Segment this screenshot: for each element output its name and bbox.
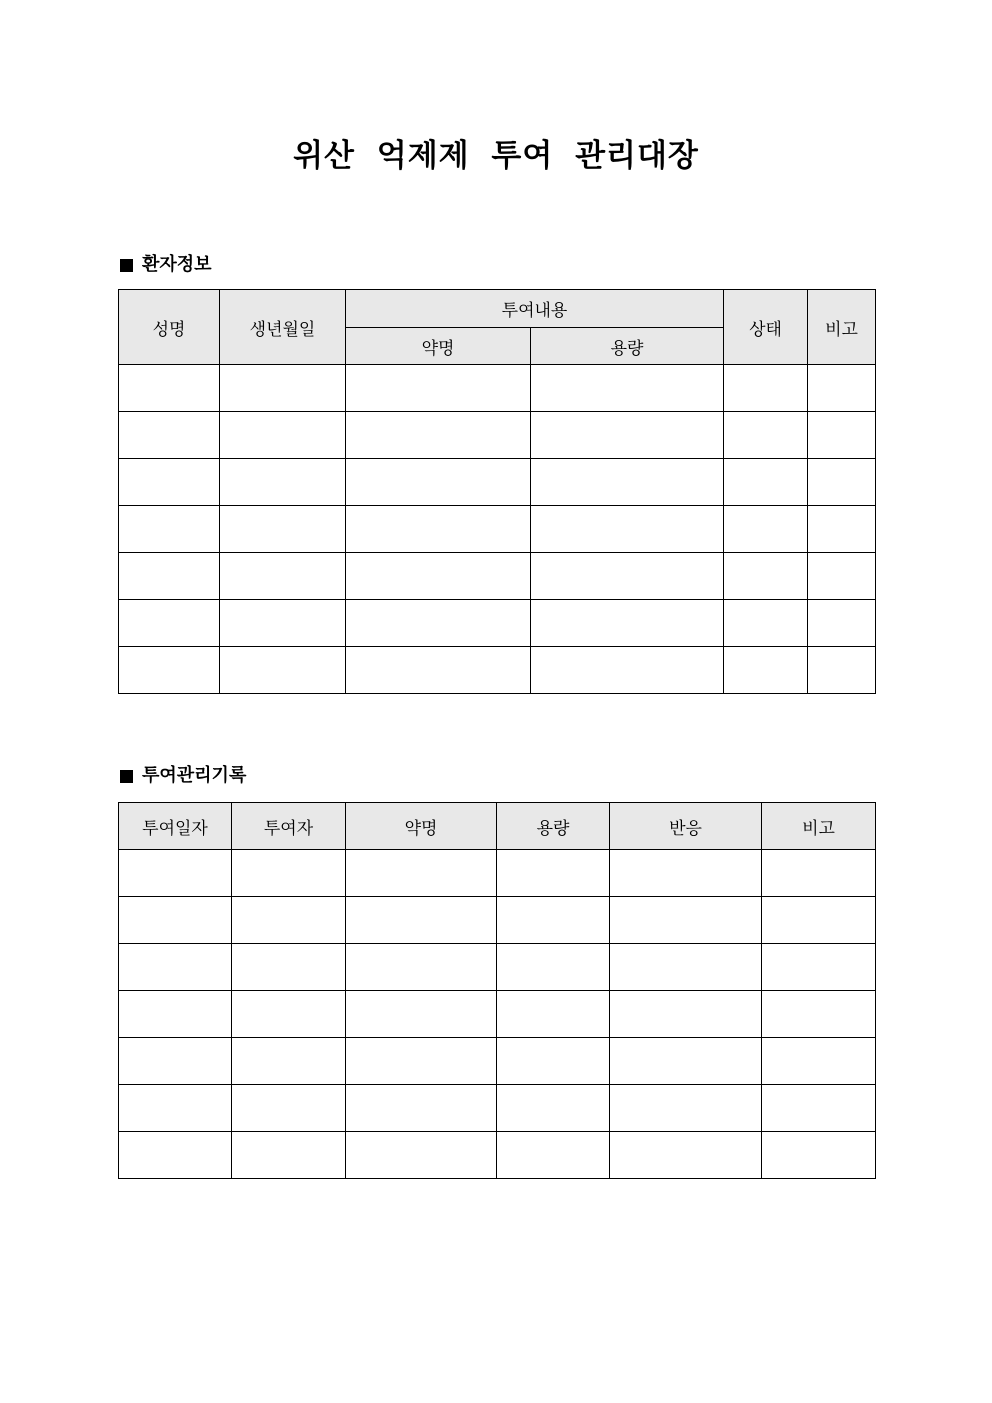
table-row (119, 1085, 876, 1132)
table-cell[interactable] (531, 365, 724, 412)
table-cell[interactable] (724, 459, 808, 506)
table-cell[interactable] (497, 991, 610, 1038)
table-cell[interactable] (119, 412, 220, 459)
header-status: 상태 (724, 290, 808, 365)
header-remarks: 비고 (808, 290, 876, 365)
square-bullet-icon (120, 259, 133, 272)
table-cell[interactable] (346, 1038, 497, 1085)
patient-section-title: 환자정보 (142, 254, 212, 275)
admin-section-heading (118, 764, 246, 788)
table-cell[interactable] (220, 553, 346, 600)
square-bullet-icon (120, 770, 133, 783)
table-cell[interactable] (232, 1038, 346, 1085)
table-cell[interactable] (232, 1132, 346, 1179)
table-cell[interactable] (119, 365, 220, 412)
table-cell[interactable] (220, 459, 346, 506)
table-cell[interactable] (531, 459, 724, 506)
table-cell[interactable] (724, 412, 808, 459)
administration-record-table (118, 802, 876, 1179)
admin-header-cell: 반응 (610, 803, 762, 850)
table-cell[interactable] (531, 647, 724, 694)
table-cell[interactable] (232, 897, 346, 944)
header-dose: 용량 (531, 328, 724, 365)
table-cell[interactable] (724, 553, 808, 600)
table-cell[interactable] (119, 553, 220, 600)
table-row (119, 553, 876, 600)
table-cell[interactable] (762, 897, 876, 944)
admin-header-cell: 비고 (762, 803, 876, 850)
table-row (119, 897, 876, 944)
table-cell[interactable] (346, 365, 531, 412)
table-cell[interactable] (808, 600, 876, 647)
table-cell[interactable] (497, 897, 610, 944)
table-row (119, 1038, 876, 1085)
table-cell[interactable] (497, 1038, 610, 1085)
table-cell[interactable] (724, 506, 808, 553)
admin-header-cell: 투여일자 (119, 803, 232, 850)
table-cell[interactable] (610, 850, 762, 897)
table-cell[interactable] (610, 944, 762, 991)
table-cell[interactable] (232, 944, 346, 991)
table-cell[interactable] (610, 991, 762, 1038)
table-cell[interactable] (119, 850, 232, 897)
table-cell[interactable] (346, 506, 531, 553)
admin-section-title: 투여관리기록 (142, 765, 247, 786)
table-cell[interactable] (610, 1132, 762, 1179)
admin-header-cell: 투여자 (232, 803, 346, 850)
admin-header-row (119, 803, 876, 850)
table-cell[interactable] (346, 1085, 497, 1132)
table-row (119, 506, 876, 553)
table-cell[interactable] (808, 553, 876, 600)
table-row (119, 944, 876, 991)
table-cell[interactable] (808, 506, 876, 553)
table-cell[interactable] (762, 1132, 876, 1179)
table-cell[interactable] (808, 412, 876, 459)
table-cell[interactable] (531, 412, 724, 459)
table-row (119, 365, 876, 412)
table-cell[interactable] (220, 600, 346, 647)
table-cell[interactable] (808, 365, 876, 412)
table-cell[interactable] (346, 412, 531, 459)
table-cell[interactable] (346, 553, 531, 600)
table-cell[interactable] (346, 647, 531, 694)
table-cell[interactable] (346, 897, 497, 944)
table-cell[interactable] (724, 600, 808, 647)
table-cell[interactable] (610, 1038, 762, 1085)
table-cell[interactable] (762, 1038, 876, 1085)
table-cell[interactable] (497, 850, 610, 897)
table-cell[interactable] (220, 506, 346, 553)
table-cell[interactable] (531, 506, 724, 553)
table-cell[interactable] (531, 600, 724, 647)
table-cell[interactable] (762, 850, 876, 897)
table-cell[interactable] (346, 991, 497, 1038)
table-cell[interactable] (762, 944, 876, 991)
table-cell[interactable] (610, 897, 762, 944)
header-name: 성명 (119, 290, 220, 365)
table-cell[interactable] (346, 600, 531, 647)
table-cell[interactable] (232, 1085, 346, 1132)
table-cell[interactable] (119, 1038, 232, 1085)
table-cell[interactable] (119, 600, 220, 647)
table-cell[interactable] (232, 850, 346, 897)
patient-section-heading (118, 253, 212, 277)
table-cell[interactable] (808, 647, 876, 694)
table-cell[interactable] (220, 412, 346, 459)
table-cell[interactable] (808, 459, 876, 506)
patient-table-body (119, 365, 876, 694)
table-cell[interactable] (497, 1132, 610, 1179)
table-cell[interactable] (724, 647, 808, 694)
table-cell[interactable] (762, 1085, 876, 1132)
admin-header-cell: 용량 (497, 803, 610, 850)
table-cell[interactable] (119, 897, 232, 944)
header-drug-name: 약명 (346, 328, 531, 365)
table-row (119, 459, 876, 506)
table-cell[interactable] (119, 459, 220, 506)
patient-info-table (118, 289, 876, 694)
table-cell[interactable] (610, 1085, 762, 1132)
table-cell[interactable] (119, 1132, 232, 1179)
table-cell[interactable] (762, 991, 876, 1038)
table-cell[interactable] (346, 944, 497, 991)
table-cell[interactable] (119, 991, 232, 1038)
table-cell[interactable] (119, 647, 220, 694)
table-cell[interactable] (346, 850, 497, 897)
table-cell[interactable] (220, 365, 346, 412)
table-cell[interactable] (531, 553, 724, 600)
admin-table-body (119, 850, 876, 1179)
header-birthdate: 생년월일 (220, 290, 346, 365)
page-title: 위산 억제제 투여 관리대장 (293, 138, 699, 174)
table-cell[interactable] (220, 647, 346, 694)
admin-header-cell: 약명 (346, 803, 497, 850)
table-cell[interactable] (346, 459, 531, 506)
header-dosing-group: 투여내용 (346, 290, 724, 328)
table-row (119, 600, 876, 647)
table-cell[interactable] (497, 944, 610, 991)
table-cell[interactable] (119, 944, 232, 991)
table-cell[interactable] (497, 1085, 610, 1132)
table-cell[interactable] (346, 1132, 497, 1179)
table-row (119, 991, 876, 1038)
table-cell[interactable] (119, 1085, 232, 1132)
table-cell[interactable] (119, 506, 220, 553)
table-row (119, 647, 876, 694)
table-cell[interactable] (724, 365, 808, 412)
table-row (119, 1132, 876, 1179)
table-cell[interactable] (232, 991, 346, 1038)
table-row (119, 412, 876, 459)
table-row (119, 850, 876, 897)
